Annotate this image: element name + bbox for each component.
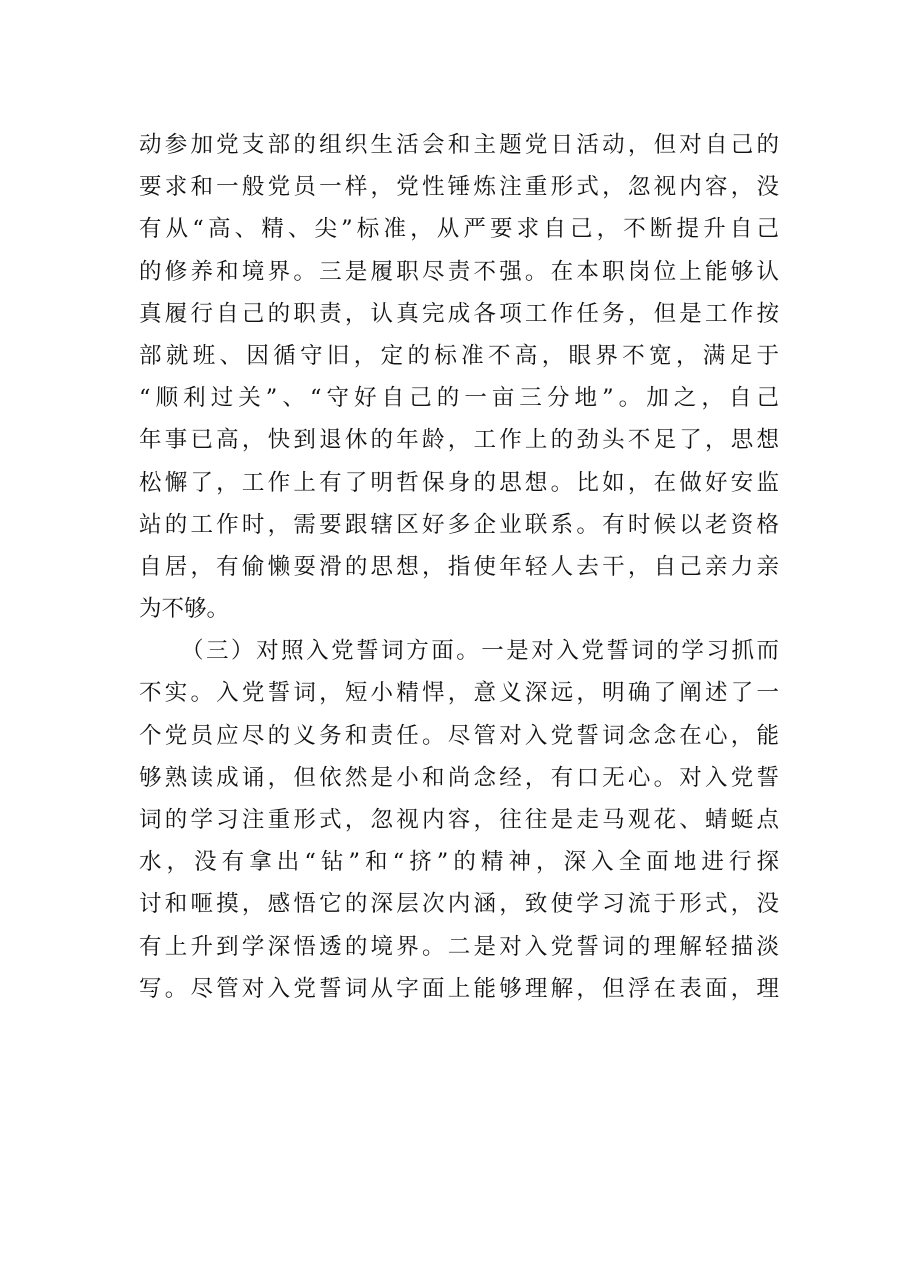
text-line: 要求和一般党员一样，党性锤炼注重形式，忽视内容，没 bbox=[139, 174, 779, 201]
paragraph-1 bbox=[139, 124, 779, 630]
text-line: 松懈了，工作上有了明哲保身的思想。比如，在做好安监 bbox=[139, 469, 779, 496]
text-line: 真履行自己的职责，认真完成各项工作任务，但是工作按 bbox=[139, 300, 779, 327]
text-line: 有从“高、精、尖”标准，从严要求自己，不断提升自己 bbox=[139, 216, 779, 243]
text-line: 的修养和境界。三是履职尽责不强。在本职岗位上能够认 bbox=[139, 258, 779, 285]
text-line: 水，没有拿出“钻”和“挤”的精神，深入全面地进行探 bbox=[139, 849, 779, 876]
document-body bbox=[139, 124, 779, 1010]
text-line: 不实。入党誓词，短小精悍，意义深远，明确了阐述了一 bbox=[139, 680, 779, 707]
text-line: 写。尽管对入党誓词从字面上能够理解，但浮在表面，理 bbox=[139, 975, 779, 1002]
text-line: 讨和咂摸，感悟它的深层次内涵，致使学习流于形式，没 bbox=[139, 891, 779, 918]
text-line: 动参加党支部的组织生活会和主题党日活动，但对自己的 bbox=[139, 132, 779, 158]
paragraph-2 bbox=[139, 630, 779, 1010]
text-line: 为不够。 bbox=[139, 596, 230, 623]
text-line: 自居，有偷懒耍滑的思想，指使年轻人去干，自己亲力亲 bbox=[139, 553, 779, 580]
text-line: 站的工作时，需要跟辖区好多企业联系。有时候以老资格 bbox=[139, 511, 779, 538]
text-line: “顺利过关”、“守好自己的一亩三分地”。加之，自己 bbox=[139, 385, 779, 412]
text-line: 部就班、因循守旧，定的标准不高，眼界不宽，满足于 bbox=[139, 342, 779, 369]
text-line: 有上升到学深悟透的境界。二是对入党誓词的理解轻描淡 bbox=[139, 933, 779, 960]
text-line: 个党员应尽的义务和责任。尽管对入党誓词念念在心，能 bbox=[139, 722, 779, 749]
text-line: 词的学习注重形式，忽视内容，往往是走马观花、蜻蜓点 bbox=[139, 807, 779, 833]
text-line: 够熟读成诵，但依然是小和尚念经，有口无心。对入党誓 bbox=[139, 764, 779, 791]
text-line: （三）对照入党誓词方面。一是对入党誓词的学习抓而 bbox=[181, 638, 779, 665]
text-line: 年事已高，快到退休的年龄，工作上的劲头不足了，思想 bbox=[139, 427, 779, 454]
